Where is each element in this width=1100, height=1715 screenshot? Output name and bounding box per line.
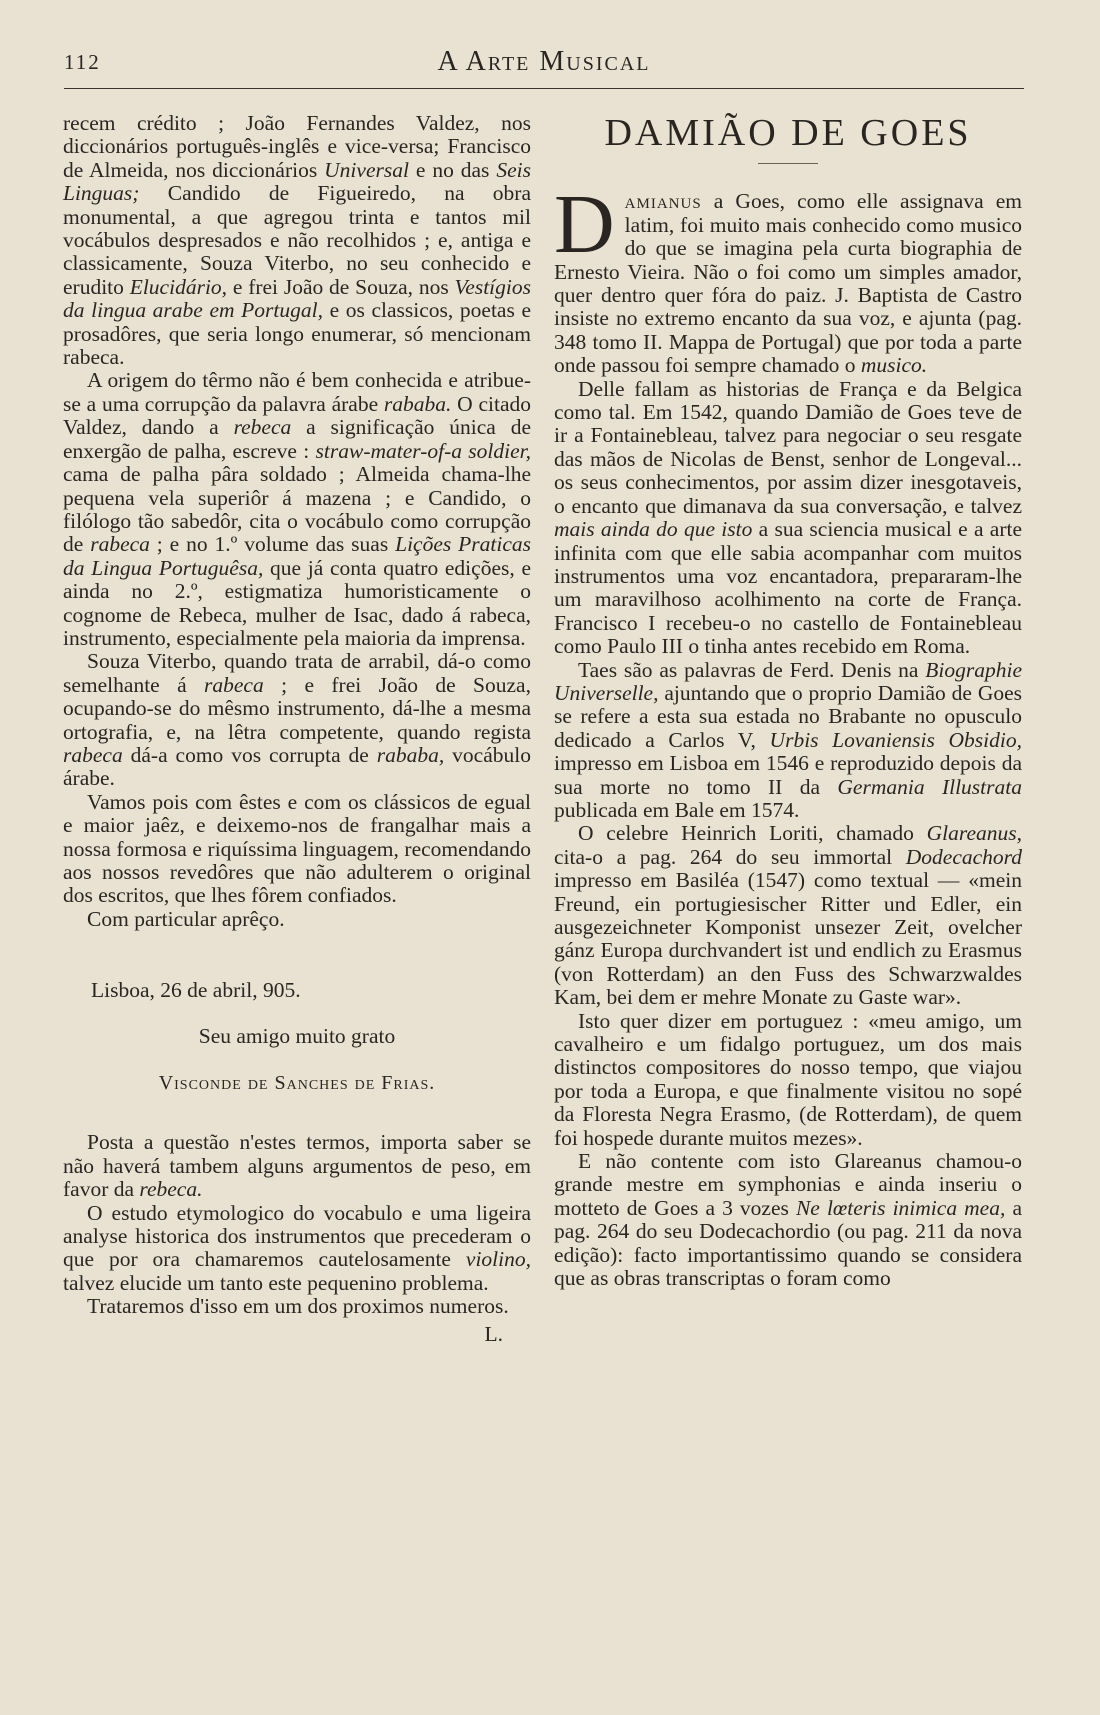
initial-signature: L. [484,1321,503,1346]
page-number: 112 [64,50,101,74]
left-column [63,112,531,1346]
paragraph: Delle fallam as historias de França e da Belgica como tal. Em 1542, quando Damião de Goes teve de ir a Fontainebleau, talvez para negociar o seu resgate das mãos de Nicolas de Benst, senhor de Longeval... os seus conhecimentos, por assim dizer inesgotaveis, o encanto que dimanava da sua conversação, e talvez mais ainda do que isto a sua sciencia musical e a arte infinita com que elle sabia acompanhar com muitos instrumentos uma voz encantadora, prepararam-lhe um maravilhoso acolhimento na corte de França. Francisco I recebeu-o no castello de Fontainebleau como Paulo III o tinha antes recebido em Roma. [554,376,1022,659]
paragraph: A origem do têrmo não é bem conhecida e atribue-se a uma corrupção da palavra árabe rababa. O citado Valdez, dando a rebeca a significação única de enxergão de palha, escreve : straw-mater-of-a soldier, cama de palha pâra soldado ; Almeida chama-lhe pequena vela superiôr á mazena ; e Candido, o filólogo tão sabedôr, cita o vocábulo como corrupção de rabeca ; e no 1.º volume das suas Lições Praticas da Lingua Portuguêsa, que já conta quatro edições, e ainda no 2.º, estigmatiza humoristicamente o cognome de Rebeca, mulher de Isac, dado á rabeca, instrumento, especialmente pela maioria da imprensa. [63,368,532,650]
paragraph: Damianus a Goes, como elle assignava em latim, foi muito mais conhecido como musico do que se imagina pela curta biographia de Ernesto Vieira. Não o foi como um simples amador, quer dentro quer fóra do paiz. J. Baptista de Castro insiste no extremo encanto da sua voz, e ajunta (pag. 348 tomo II. Mappa de Portugal) que por toda a parte onde passou foi sempre chamado o musico. [554,178,1022,378]
salutation: Seu amigo muito grato [198,1023,396,1048]
paragraph: O estudo etymologico do vocabulo e uma ligeira analyse historica dos instrumentos que precederam o que por ora chamaremos cautelosamente violino, talvez elucide um tanto este pequenino problema. [63,1200,531,1295]
paragraph: E não contente com isto Glareanus chamou-o grande mestre em symphonias e ainda inseriu o motteto de Goes a 3 vozes Ne lœteris inimica mea, a pag. 264 do seu Dodecachordio (ou pag. 211 da nova edição): facto importantissimo quando se considera que as obras transcriptas o foram como [554,1149,1022,1291]
dateline: Lisboa, 26 de abril, 905. [91,978,301,1003]
right-column [554,112,1022,1291]
page-header [64,46,1024,86]
signature: Visconde de Sanches de Frias. [158,1072,436,1095]
running-title: A Arte Musical [437,46,651,77]
title-ornament [758,163,818,164]
paragraph: recem crédito ; João Fernandes Valdez, nos diccionários português-inglês e vice-versa; Francisco de Almeida, nos diccionários Universal e no das Seis Linguas; Candido de Figueiredo, na obra monumental, a que agregou trinta e tantos mil vocábulos despresados e não recolhidos ; e, antiga e classicamente, Souza Viterbo, no seu conhecido e erudito Elucidário, e frei João de Souza, nos Vestígios da lingua arabe em Portugal, e os classicos, poetas e prosadôres, que seria longo enumerar, só mencionam rabeca. [63,111,532,370]
paragraph: O celebre Heinrich Loriti, chamado Glareanus, cita-o a pag. 264 do seu immortal Dodecachord impresso em Basiléa (1547) como textual — «mein Freund, ein portugiesischer Ritter und Edler, ein ausgezeichneter Komponist unsezer Zeit, ovelcher gánz Europa durchvandert ist und endlich zu Erasmus (von Rotterdam) an den Fuss des Schwarzwaldes Kam, bei dem er mehre Monate zu Gaste war». [554,821,1022,1010]
paragraph: Vamos pois com êstes e com os clássicos de egual e maior jaêz, e deixemo-nos de frangalhar mais a nossa formosa e riquíssima linguagem, recomendando aos nossos revedôres que não adulterem o original dos escritos, que lhes fôrem confiados. [63,789,531,908]
paragraph: Trataremos d'isso em um dos proximos numeros. [87,1294,509,1319]
paragraph: Isto quer dizer em portuguez : «meu amigo, um cavalheiro e um fidalgo portuguez, um dos mais distinctos compositores do nosso tempo, que viajou por toda a Europa, e que finalmente visitou no sopé da Floresta Negra Erasmo, (de Rotterdam), de quem foi hospede durante muitos mezes». [554,1008,1022,1150]
article-title: DAMIÃO DE GOES [604,112,972,154]
paragraph: Souza Viterbo, quando trata de arrabil, dá-o como semelhante á rabeca ; e frei João de Souza, ocupando-se do mêsmo instrumento, dá-lhe a mesma ortografia, e, na lêtra competente, quando regista rabeca dá-a como vos corrupta de rababa, vocábulo árabe. [63,649,531,791]
paragraph: Taes são as palavras de Ferd. Denis na Biographie Universelle, ajuntando que o proprio Damião de Goes se refere a esta sua estada no Brabante no opusculo dedicado a Carlos V, Urbis Lovaniensis Obsidio, impresso em Lisboa em 1546 e reproduzido depois da sua morte no tomo II da Germania Illustrata publicada em Bale em 1574. [554,657,1022,822]
header-rule [64,88,1024,89]
paragraph: Posta a questão n'estes termos, importa saber se não haverá tambem alguns argumentos de peso, em favor da rebeca. [63,1130,531,1202]
closing: Com particular aprêço. [87,906,285,931]
drop-cap: D [554,178,615,272]
